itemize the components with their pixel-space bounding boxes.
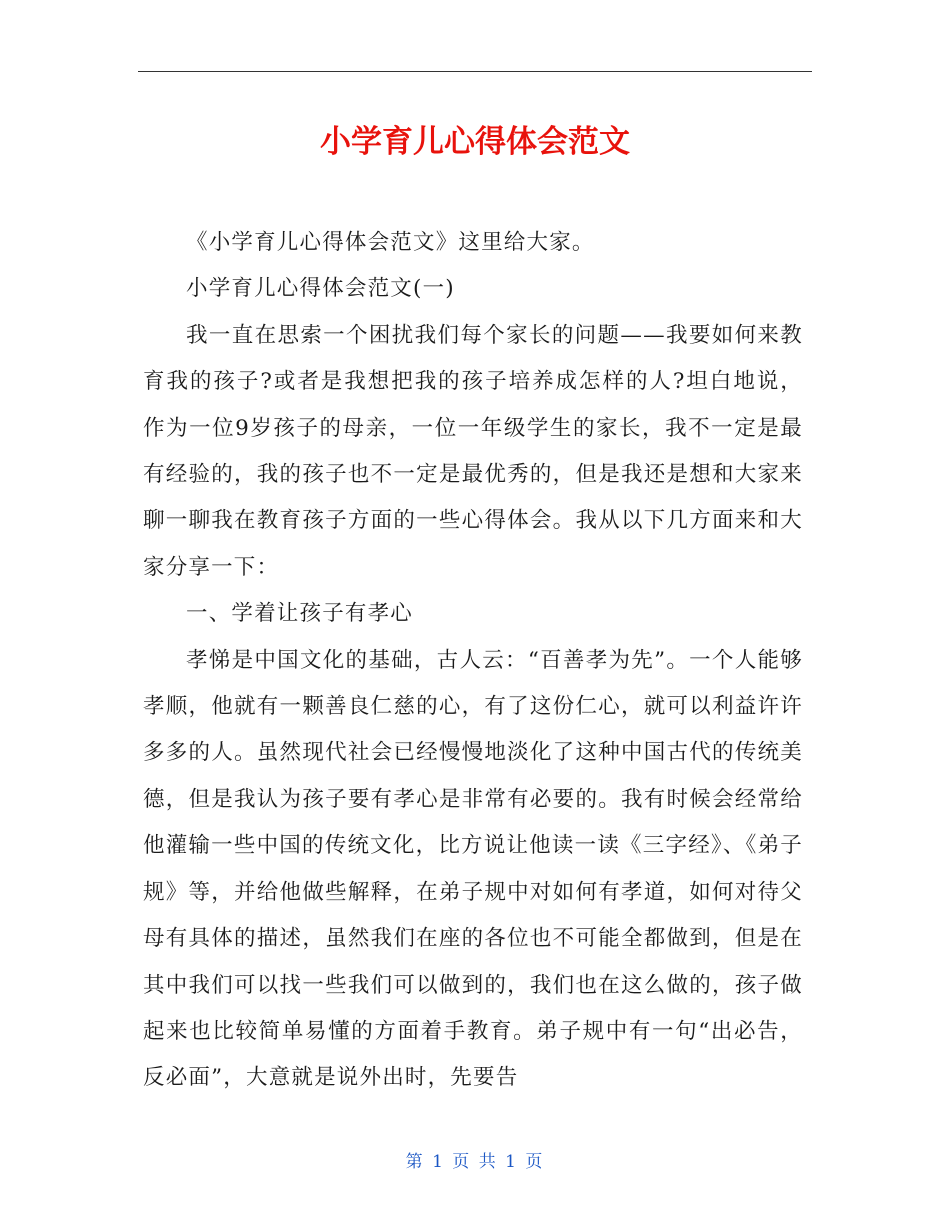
section-heading: 小学育儿心得体会范文(一) <box>186 276 455 302</box>
paragraph-intro: 《小学育儿心得体会范文》这里给大家。 <box>186 230 595 255</box>
paragraph-filial-piety: 孝悌是中国文化的基础，古人云：“百善孝为先”。一个人能够孝顺，他就有一颗善良仁慈的心，有了这份仁心，就可以利益许许多多的人。虽然现代社会已经慢慢地淡化了这种中国古代的传统美德，但是我认为孩子要有孝心是非常有必要的。我有时候会经常给他灌输一些中国的传统文化，比方说让他读一读《三字经》、《弟子规》等，并给他做些解释，在弟子规中对如何有孝道，如何对待父母有具体的描述，虽然我们在座的各位也不可能全都做到，但是在其中我们可以找一些我们可以做到的，我们也在这么做的，孩子做起来也比较简单易懂的方面着手教育。弟子规中有一句“出必告，反必面”，大意就是说外出时，先要告 <box>143 647 803 1091</box>
page-footer: 第 1 页 共 1 页 <box>405 1152 545 1172</box>
subsection-heading: 一、学着让孩子有孝心 <box>186 601 414 627</box>
header-rule <box>138 71 812 72</box>
document-title: 小学育儿心得体会范文 <box>320 124 630 160</box>
document-body <box>143 220 803 1102</box>
paragraph-opening: 我一直在思索一个困扰我们每个家长的问题——我要如何来教育我的孩子?或者是我想把我的孩子培养成怎样的人?坦白地说，作为一位9岁孩子的母亲，一位一年级学生的家长，我不一定是最有经验的，我的孩子也不一定是最优秀的，但是我还是想和大家来聊一聊我在教育孩子方面的一些心得体会。我从以下几方面来和大家分享一下： <box>143 322 803 580</box>
